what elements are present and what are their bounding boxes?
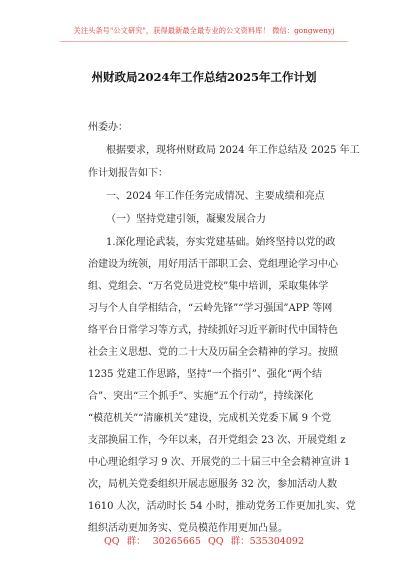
intro-line: 作计划报告如下： — [88, 168, 168, 179]
paragraph-line: 组、党组会、“万名党员进党校”集中培训，采取集体学 — [88, 281, 329, 292]
paragraph-line: 治建设为统领，用好用活干部职工会、党组理论学习中心 — [88, 259, 338, 270]
paragraph-line: 1.深化理论武装，夯实党建基础。始终坚持以党的政 — [106, 237, 336, 248]
header-divider — [60, 41, 348, 42]
paragraph-line: 中心理论组学习 9 次、开展党的二十届三中全会精神宣讲 1 — [88, 457, 351, 468]
section-heading: 一、2024 年工作任务完成情况、主要成绩和亮点 — [106, 191, 325, 202]
paragraph-line: 合”、突出“三个抓手”、实施“五个行动”，持续深化 — [88, 391, 314, 402]
intro-line: 根据要求，现将州财政局 2024 年工作总结及 2025 年工 — [106, 145, 360, 156]
paragraph-line: 络平台日常学习等方式，持续抓好习近平新时代中国特色 — [88, 325, 338, 336]
paragraph-line: 习与个人自学相结合，“云岭先锋”“学习强国”APP 等网 — [88, 303, 333, 314]
document-title: 州财政局2024年工作总结2025年工作计划 — [91, 70, 317, 84]
paragraph-line: 组织活动更加务实、党员模范作用更加凸显。 — [88, 523, 288, 534]
paragraph-line: 1235 党建工作思路，坚持“一个指引”、强化“两个结 — [88, 369, 322, 380]
salutation: 州委办： — [88, 122, 128, 133]
subsection-heading: （一）坚持党建引领，凝聚发展合力 — [106, 214, 266, 225]
paragraph-line: 次，局机关党委组织开展志愿服务 32 次，参加活动人数 — [88, 479, 338, 490]
paragraph-line: 1610 人次，活动时长 54 小时，推动党务工作更加扎实、党 — [88, 501, 356, 512]
paragraph-line: 支部换届工作，今年以来，召开党组会 23 次、开展党组 z — [88, 435, 346, 446]
header-banner: 关注头条号"公文研究"，获得最新最全最专业的公文资料库！ 微信：gongwenyj — [73, 26, 335, 35]
paragraph-line: 社会主义思想、党的二十大及历届全会精神的学习。按照 — [88, 347, 338, 358]
footer-qq-groups: QQ 群： 30265665 QQ 群：535304092 — [104, 536, 304, 547]
paragraph-line: “模范机关”“清廉机关”建设，完成机关党委下属 9 个党 — [88, 413, 332, 424]
